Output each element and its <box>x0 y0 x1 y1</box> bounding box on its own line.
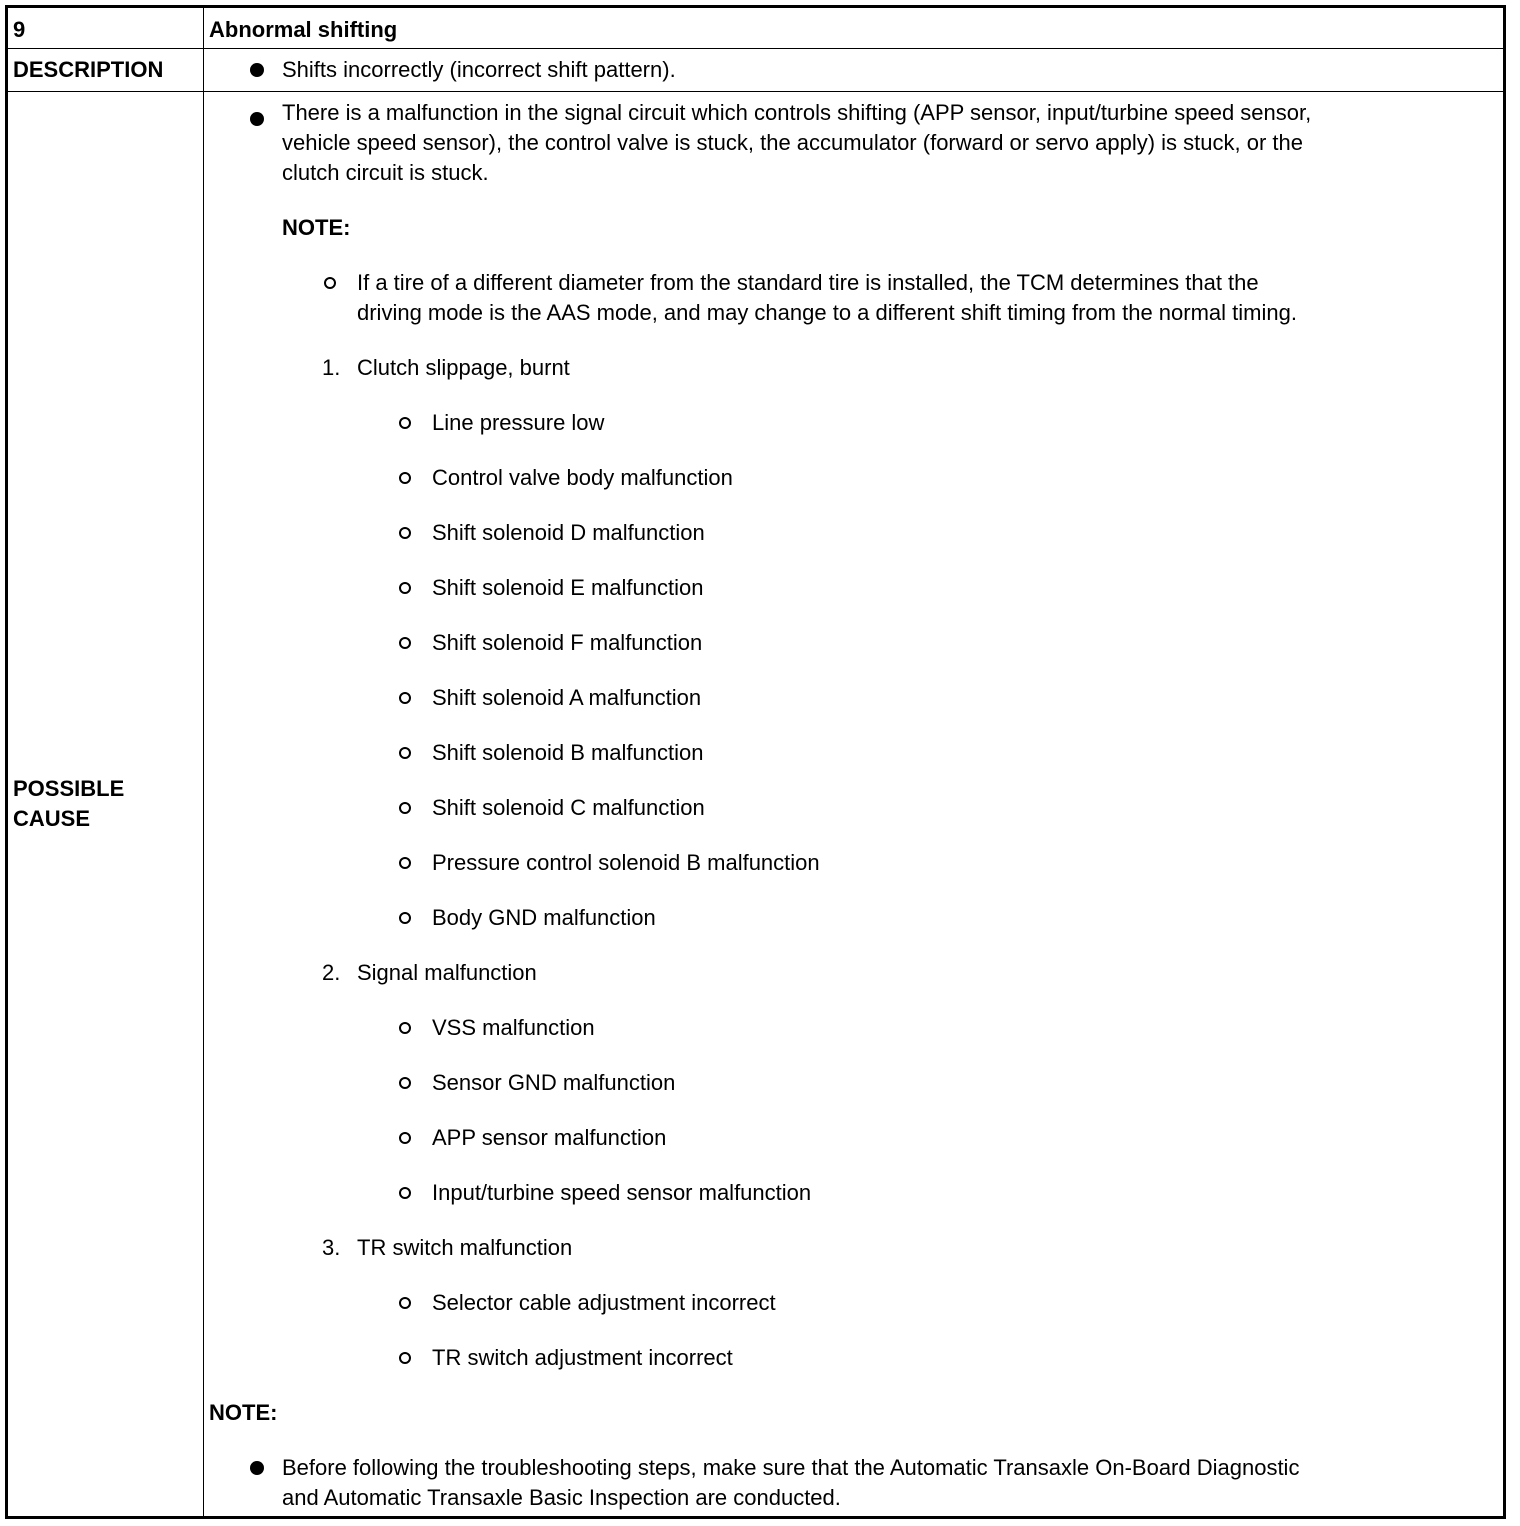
hollow-bullet-icon <box>399 747 411 759</box>
cause-sub-item-text: Sensor GND malfunction <box>432 1070 676 1095</box>
filled-bullet-icon <box>250 63 264 77</box>
cause-sub-item-text: Shift solenoid F malfunction <box>432 630 703 655</box>
cause-group-3 <box>204 1233 1503 1263</box>
cause-sub-item <box>204 1288 1503 1318</box>
inner-note-line2: driving mode is the AAS mode, and may change to a different shift timing from the normal timing. <box>357 300 1297 325</box>
cause-sub-item-text: Control valve body malfunction <box>432 465 733 490</box>
hollow-bullet-icon <box>399 527 411 539</box>
description-label-cell <box>7 49 204 92</box>
cause-sub-item-text: Shift solenoid B malfunction <box>432 740 704 765</box>
hollow-bullet-icon <box>399 472 411 484</box>
cause-sub-item <box>204 1343 1503 1373</box>
possible-cause-label-cell <box>7 92 204 1518</box>
hollow-bullet-icon <box>324 277 336 289</box>
cause-sub-item-text: TR switch adjustment incorrect <box>432 1345 733 1370</box>
bottom-note-line1: Before following the troubleshooting steps, make sure that the Automatic Transaxle On-Board Diagnostic <box>282 1455 1300 1480</box>
group-number: 1. <box>322 355 341 380</box>
bottom-note-line2: and Automatic Transaxle Basic Inspection are conducted. <box>282 1485 841 1510</box>
possible-cause-content-cell <box>204 92 1505 1518</box>
step-number: 9 <box>13 17 26 42</box>
hollow-bullet-icon <box>399 417 411 429</box>
cause-sub-item-text: Shift solenoid E malfunction <box>432 575 704 600</box>
cause-sub-item <box>204 1068 1503 1098</box>
header-row <box>7 7 1505 49</box>
step-title-cell <box>204 7 1505 49</box>
cause-sub-item <box>204 628 1503 658</box>
cause-main-line3: clutch circuit is stuck. <box>282 160 489 185</box>
group-title: Clutch slippage, burnt <box>357 355 570 380</box>
cause-sub-item-text: Shift solenoid C malfunction <box>432 795 705 820</box>
cause-main-line2: vehicle speed sensor), the control valve is stuck, the accumulator (forward or servo apply) is stuck, or the <box>282 130 1303 155</box>
hollow-bullet-icon <box>399 857 411 869</box>
possible-cause-row <box>7 92 1505 1518</box>
cause-sub-item-text: Line pressure low <box>432 410 605 435</box>
troubleshooting-table <box>5 5 1506 1519</box>
cause-sub-item-text: Selector cable adjustment incorrect <box>432 1290 776 1315</box>
step-number-cell <box>7 7 204 49</box>
hollow-bullet-icon <box>399 912 411 924</box>
hollow-bullet-icon <box>399 582 411 594</box>
cause-sub-item <box>204 1123 1503 1153</box>
inner-note-line1: If a tire of a different diameter from the standard tire is installed, the TCM determines that the <box>357 270 1259 295</box>
cause-sub-item <box>204 518 1503 548</box>
description-content-cell <box>204 49 1505 92</box>
cause-sub-item-text: Body GND malfunction <box>432 905 656 930</box>
hollow-bullet-icon <box>399 1297 411 1309</box>
cause-sub-item-text: Input/turbine speed sensor malfunction <box>432 1180 812 1205</box>
description-text: Shifts incorrectly (incorrect shift pattern). <box>282 57 676 82</box>
hollow-bullet-icon <box>399 1187 411 1199</box>
filled-bullet-icon <box>250 1461 264 1475</box>
cause-sub-item <box>204 1178 1503 1208</box>
group-title: TR switch malfunction <box>357 1235 573 1260</box>
cause-sub-item <box>204 903 1503 933</box>
cause-sub-item-text: APP sensor malfunction <box>432 1125 667 1150</box>
step-title: Abnormal shifting <box>209 17 398 42</box>
cause-sub-item <box>204 738 1503 768</box>
cause-group-2 <box>204 958 1503 988</box>
hollow-bullet-icon <box>399 637 411 649</box>
cause-sub-item <box>204 848 1503 878</box>
hollow-bullet-icon <box>399 1077 411 1089</box>
bottom-note-bullet <box>204 1453 1503 1513</box>
description-bullet <box>204 49 1503 85</box>
cause-sub-item <box>204 1013 1503 1043</box>
hollow-bullet-icon <box>399 692 411 704</box>
cause-sub-item <box>204 683 1503 713</box>
cause-group-1 <box>204 353 1503 383</box>
description-label: DESCRIPTION <box>13 57 164 82</box>
hollow-bullet-icon <box>399 1022 411 1034</box>
hollow-bullet-icon <box>399 1132 411 1144</box>
cause-sub-item-text: VSS malfunction <box>432 1015 595 1040</box>
filled-bullet-icon <box>250 112 264 126</box>
inner-note-label: NOTE: <box>282 215 351 240</box>
hollow-bullet-icon <box>399 1352 411 1364</box>
group-number: 2. <box>322 960 341 985</box>
cause-sub-item <box>204 408 1503 438</box>
possible-cause-label-line1: POSSIBLE <box>13 776 125 801</box>
bottom-note-label: NOTE: <box>209 1400 278 1425</box>
cause-main-bullet <box>204 98 1503 188</box>
cause-sub-item-text: Pressure control solenoid B malfunction <box>432 850 820 875</box>
cause-main-line1: There is a malfunction in the signal circuit which controls shifting (APP sensor, input/turbine speed sensor, <box>282 100 1312 125</box>
group-title: Signal malfunction <box>357 960 537 985</box>
description-row <box>7 49 1505 92</box>
possible-cause-label-line2: CAUSE <box>13 806 91 831</box>
hollow-bullet-icon <box>399 802 411 814</box>
inner-note-bullet <box>204 268 1503 328</box>
cause-sub-item <box>204 463 1503 493</box>
cause-sub-item-text: Shift solenoid D malfunction <box>432 520 705 545</box>
cause-sub-item <box>204 793 1503 823</box>
cause-sub-item <box>204 573 1503 603</box>
group-number: 3. <box>322 1235 341 1260</box>
cause-sub-item-text: Shift solenoid A malfunction <box>432 685 702 710</box>
